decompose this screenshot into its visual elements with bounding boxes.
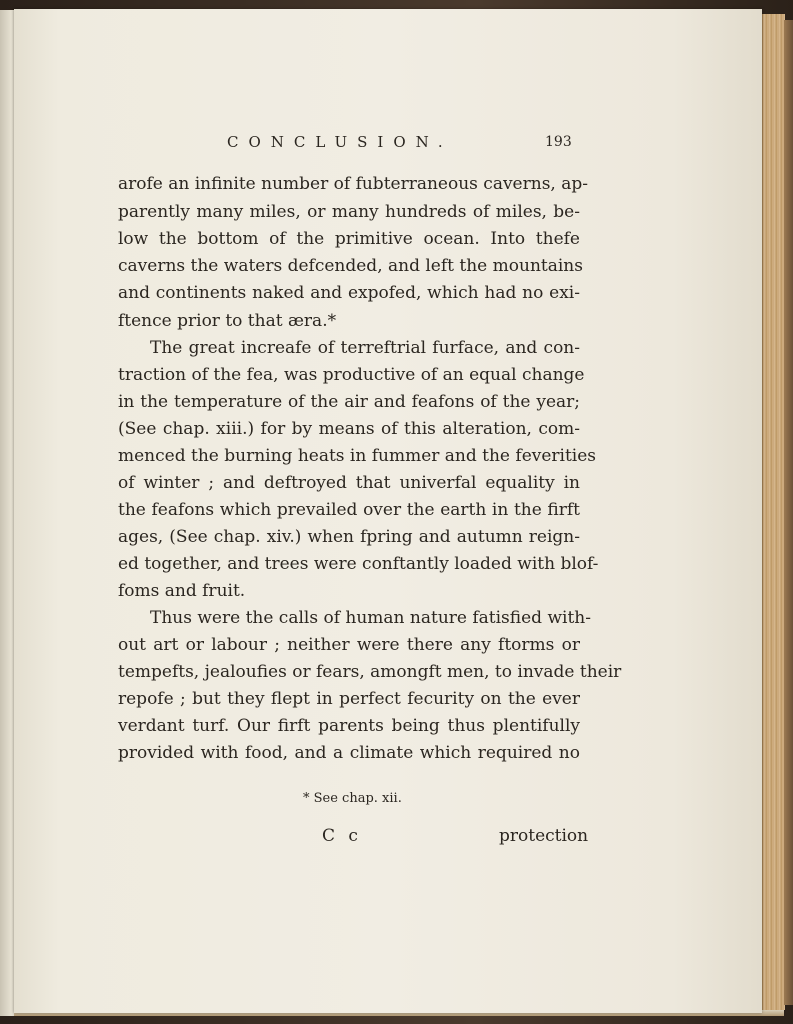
page-block-edges [762, 14, 785, 1010]
text-line: ages, (See chap. xiv.) when fpring and autumn reign- [118, 527, 580, 547]
running-title: CONCLUSION. [227, 133, 453, 151]
text-line: Thus were the calls of human nature fatisfied with- [150, 608, 591, 628]
text-line: verdant turf. Our firft parents being thus plentifully [118, 716, 580, 736]
footnote: * See chap. xii. [303, 791, 402, 806]
text-line: traction of the fea, was productive of an equal change [118, 365, 585, 385]
text-line: (See chap. xiii.) for by means of this alteration, com- [118, 419, 580, 439]
text-line: arofe an infinite number of fubterraneous caverns, ap- [118, 174, 588, 194]
text-line: of winter ; and deftroyed that univerfal equality in [118, 473, 580, 493]
text-line: the feafons which prevailed over the earth in the firft [118, 500, 580, 520]
text-line: ed together, and trees were conftantly loaded with blof- [118, 554, 599, 574]
text-line: caverns the waters defcended, and left the mountains [118, 256, 583, 276]
text-line: menced the burning heats in fummer and the feverities [118, 446, 597, 466]
text-line: foms and fruit. [118, 581, 246, 601]
text-line: repofe ; but they flept in perfect fecurity on the ever [118, 689, 580, 709]
text-line: provided with food, and a climate which required no [118, 743, 580, 763]
text-line: parently many miles, or many hundreds of miles, be- [118, 202, 580, 222]
text-line: The great increafe of terreftrial furface, and con- [150, 338, 580, 358]
signature-mark: C c [322, 826, 362, 846]
book-cover-edge [784, 20, 793, 1005]
text-line: tempefts, jealoufies or fears, amongft men, to invade their [118, 662, 622, 682]
page-number: 193 [545, 134, 572, 150]
catchword: protection [499, 826, 589, 846]
text-line: out art or labour ; neither were there any ftorms or [118, 635, 580, 655]
text-line: in the temperature of the air and feafons of the year; [118, 392, 580, 412]
text-line: and continents naked and expofed, which had no exi- [118, 283, 580, 303]
text-line: ftence prior to that æra.* [118, 311, 337, 331]
text-line: low the bottom of the primitive ocean. Into thefe [118, 229, 580, 249]
